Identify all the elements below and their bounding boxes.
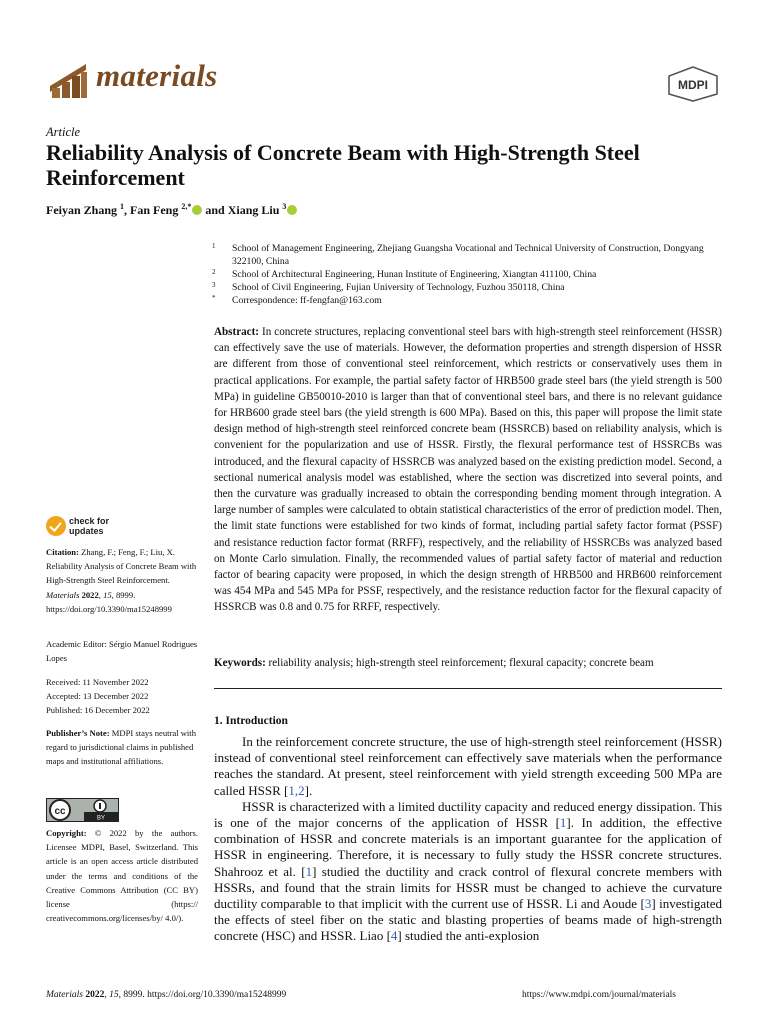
check-for-updates-button[interactable]: check for updates [46, 516, 109, 536]
citation-link[interactable]: 1,2 [288, 782, 305, 798]
author-list: Feiyan Zhang $^1$, Fan Feng $^{2,*}$ and Xiang Liu $^3$ [46, 202, 297, 218]
divider [214, 688, 722, 689]
keywords-text: reliability analysis; high-strength steel reinforcement; flexural capacity; concrete beam [268, 657, 654, 669]
citation-link[interactable]: 4 [390, 928, 398, 944]
dates-block [46, 675, 198, 718]
citation-link[interactable]: 1 [305, 863, 313, 879]
article-title: Reliability Analysis of Concrete Beam with High-Strength Steel Reinforcement [46, 140, 640, 190]
published-date: Published: 16 December 2022 [46, 705, 150, 716]
author-name: Fan Feng [130, 203, 179, 217]
accepted-date: Accepted: 13 December 2022 [46, 691, 149, 702]
correspondence: * Correspondence: ff-fengfan@163.com [212, 294, 382, 306]
author-affiliation-marker: 3 [282, 202, 287, 211]
keywords [214, 655, 722, 671]
affiliations [212, 242, 724, 307]
academic-editor: Academic Editor: Sérgio Manuel Rodrigues Lopes [46, 639, 198, 664]
journal-logo-icon [46, 58, 90, 102]
abstract-label: Abstract: [214, 326, 259, 338]
keywords-label: Keywords: [214, 657, 266, 669]
copyright-block: Copyright: © 2022 by the authors. Licensee MDPI, Basel, Switzerland. This article is an open access article distributed under the terms and conditions of the Creative Commons Attribution (CC BY) license (https:// creativecommons.org/licenses/by/ 4.0/). [46, 828, 198, 924]
citation-block: Citation: Zhang, F.; Feng, F.; Liu, X. Reliability Analysis of Concrete Beam with High-Strength Steel Reinforcement. Materials 2022, 15, 8999. https://doi.org/10.3390/ma15248999 [46, 547, 197, 614]
received-date: Received: 11 November 2022 [46, 677, 149, 687]
mdpi-logo-icon [667, 66, 719, 102]
cc-by-label: BY [96, 815, 106, 822]
affiliation-item: 1 School of Management Engineering, Zhejiang Guangsha Vocational and Technical University of Construction, Dongyang 322100, China [212, 242, 704, 267]
section-heading: 1. Introduction [214, 715, 288, 727]
check-updates-icon [46, 516, 66, 536]
abstract-text: In concrete structures, replacing conventional steel bars with high-strength steel reinforcement (HSSR) can effectively save the use of materials. However, the deformation properties and strength dispersion of HSSR are different from those of conventional steel reinforcement, which restricts or conservatively uses them in practical applications. For example, the partial safety factor of HRB500 grade steel bars (the yield strength is 500 MPa) in guideline GB50010-2010 is larger than that of conventional steel bars, and there is no relevant guidance for HRB600 grade steel bars (the yield strength is 600 MPa). Based on this, this paper will propose the limit state design method of high-strength steel reinforced concrete beam (HSSRCB) based on reliability analysis, which is convenient for the popularization and use of HSSR. Firstly, the flexural performance test of HSSRCBs was introduced, and the flexural capacity of HSSRCB was analyzed based on the existing prediction model. Second, a sectional numerical analysis model was established, where the section was discretized into several points, and then the curvature was gradually increased to obtain the corresponding bending moment through integration. A large number of samples were calculated to obtain statistical characteristics of the error of prediction model. Then, the limit state functions were established for two kinds of format, including partial safety factor format (PSSF) and resistance reduction factor format (RRFF), respectively, and the reliability of HSSRCBs was analyzed based on Monte Carlo simulation. Finally, the recommended values of partial safety factor of material and reduction factor of bearing capacity were proposed, in which the design strength of HRB500 and HRB600 reinforcement was 454 MPa and 545 MPa for PSSF, respectively, and the resistance reduction factor for the flexural capacity of HSSRCB was 0.8 and 0.75 for RRFF, respectively. [214, 326, 722, 614]
paragraph: HSSR is characterized with a limited ductility capacity and reduced energy dissipation. This is one of the major concerns of the application of HSSR [1]. In addition, the effective combination of HSSR and concrete materials is an important guarantee for the application of HSSR in engineering. Therefore, it is necessary to fully study the HSSR concrete structures. Shahrooz et al. [1] studied the ductility and crack control of flexural concrete members with HSSRs, and found that the strain limits for HSSR must be changed to achieve the curvature ductility comparable to that implicit with the current use of HSSR. Li and Aoude [3] investigated the effects of steel fiber on the static and blasting properties of beams made of high-strength concrete (HSC) and HSSR. Liao [4] studied the anti-explosion [214, 798, 722, 944]
introduction-body [214, 734, 722, 945]
publisher-note: Publisher’s Note: MDPI stays neutral with regard to jurisdictional claims in published maps and institutional affiliations. [46, 728, 196, 767]
publisher-name: MDPI [678, 78, 708, 92]
orcid-icon[interactable] [192, 205, 202, 215]
footer-citation: Materials 2022, 15, 8999. https://doi.org/10.3390/ma15248999 [46, 990, 287, 1000]
abstract [214, 324, 722, 616]
author-affiliation-marker: 2,* [181, 202, 192, 211]
svg-text:cc: cc [54, 806, 66, 817]
orcid-icon[interactable] [287, 205, 297, 215]
author-affiliation-marker: 1 [120, 202, 125, 211]
cc-by-icon [46, 798, 119, 822]
author-name: Feiyan Zhang [46, 203, 118, 217]
citation-link[interactable]: 1 [559, 815, 567, 831]
author-name: Xiang Liu [227, 203, 280, 217]
footer-journal-url[interactable]: https://www.mdpi.com/journal/materials [522, 990, 676, 1000]
journal-name: materials [96, 58, 218, 93]
affiliation-item: 2 School of Architectural Engineering, Hunan Institute of Engineering, Xiangtan 411100, China [212, 268, 597, 280]
affiliation-item: 3 School of Civil Engineering, Fujian University of Technology, Fuzhou 350118, China [212, 281, 565, 293]
cc-by-license-badge[interactable] [46, 798, 119, 822]
paragraph: In the reinforcement concrete structure, the use of high-strength steel reinforcement (HSSR) instead of conventional steel reinforcement can effectively save materials when the performance reaches the standard. At present, steel reinforcement with yield strength exceeding 500 MPa are called HSSR [1,2]. [214, 734, 722, 798]
article-type: Article [46, 125, 81, 139]
citation-link[interactable]: 3 [644, 896, 652, 912]
